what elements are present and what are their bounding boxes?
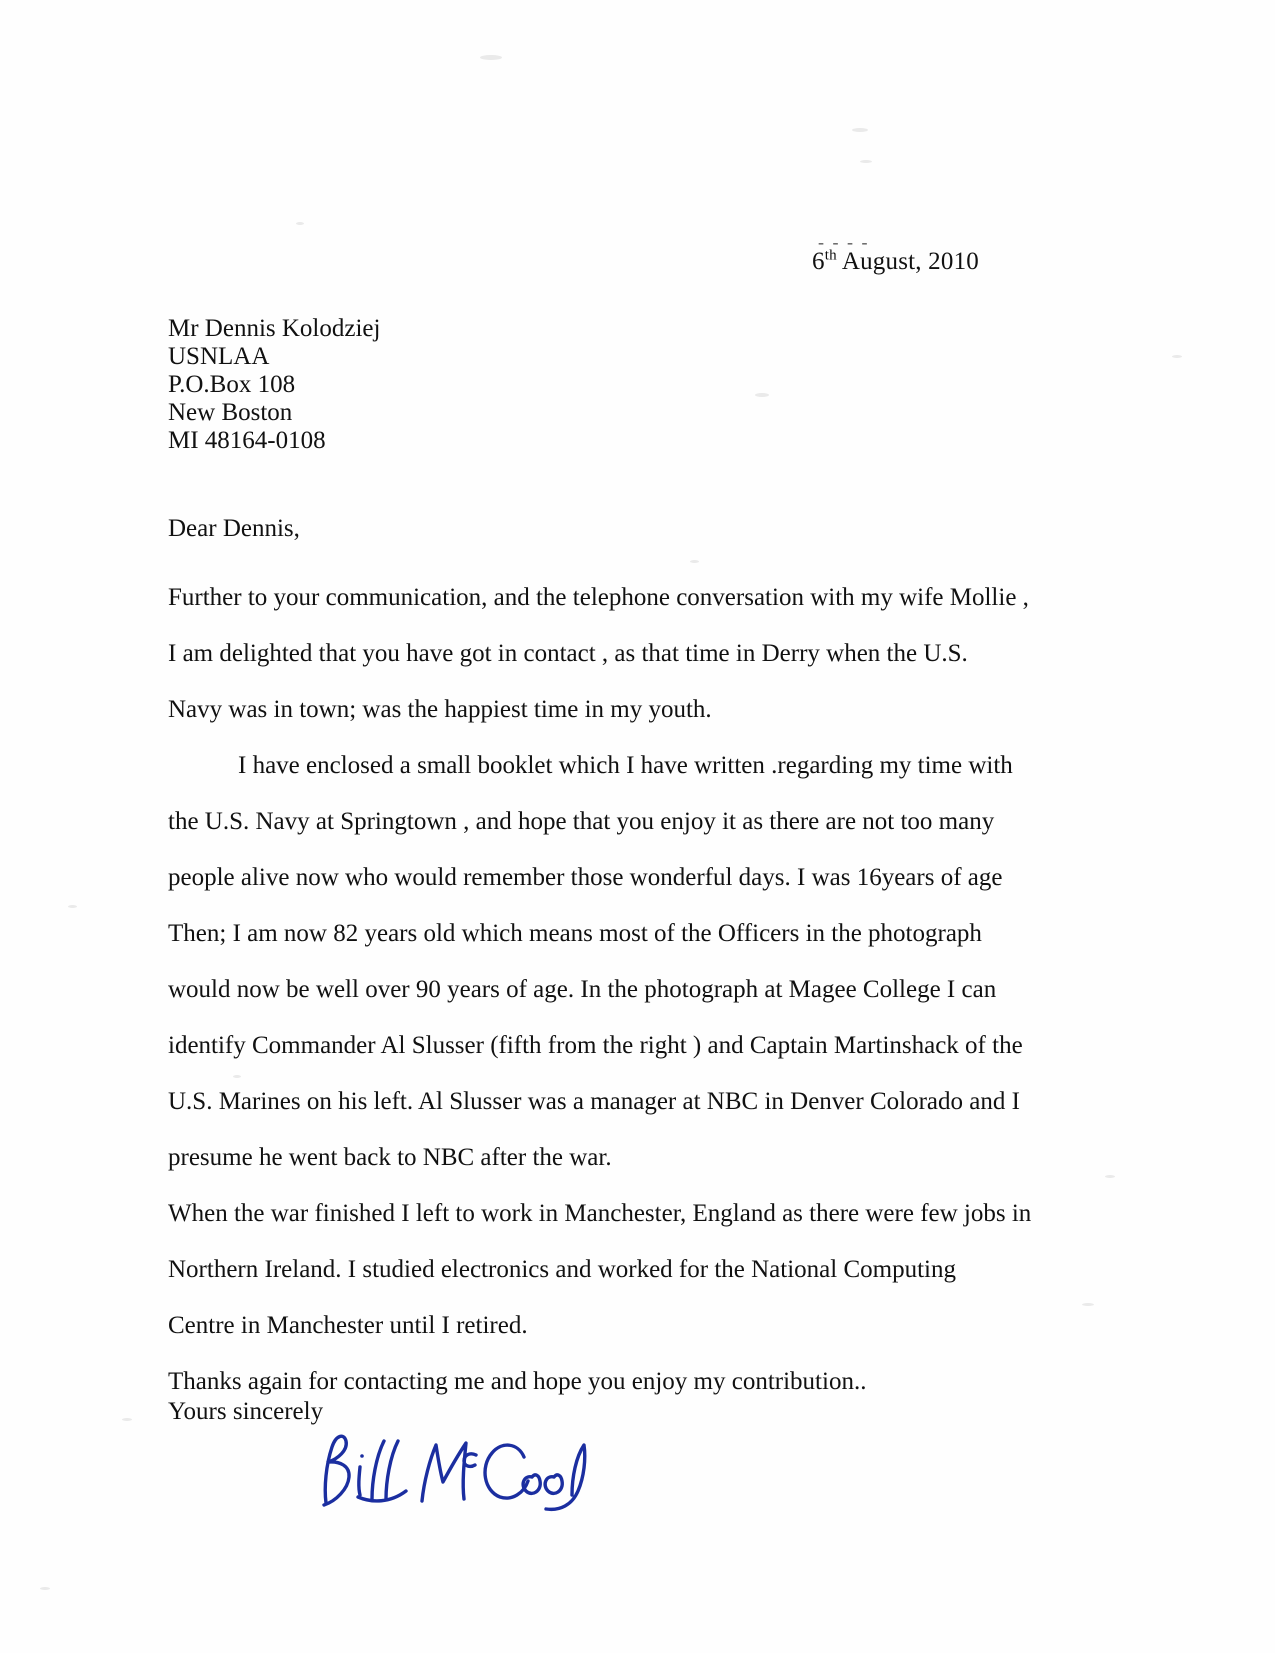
address-line: New Boston [168, 399, 293, 426]
date-day: 6 [812, 248, 825, 275]
body-line: I am delighted that you have got in contact , as that time in Derry when the U.S. [168, 640, 968, 667]
body-line: When the war finished I left to work in Manchester, England as there were few jobs in [168, 1200, 1032, 1227]
scan-speck [480, 55, 502, 60]
scan-speck [852, 128, 868, 132]
body-line: Thanks again for contacting me and hope you enjoy my contribution.. [168, 1368, 867, 1395]
address-line: P.O.Box 108 [168, 371, 296, 398]
date-rest: August, 2010 [836, 248, 979, 275]
date-ordinal: th [824, 247, 837, 264]
scan-speck [296, 222, 304, 225]
body-line: Then; I am now 82 years old which means most of the Officers in the photograph [168, 920, 982, 947]
body-line: Northern Ireland. I studied electronics and worked for the National Computing [168, 1256, 956, 1283]
scan-speck [1172, 355, 1182, 358]
body-line: Navy was in town; was the happiest time in my youth. [168, 696, 712, 723]
letter-body [168, 570, 1032, 1410]
scan-speck [690, 560, 699, 563]
body-line: would now be well over 90 years of age. In the photograph at Magee College I can [168, 976, 997, 1003]
recipient-address [168, 315, 380, 455]
body-line: identify Commander Al Slusser (fifth from the right ) and Captain Martinshack of the [168, 1032, 1023, 1059]
salutation: Dear Dennis, [168, 515, 300, 542]
body-line: Centre in Manchester until I retired. [168, 1312, 528, 1339]
scan-speck [1105, 1175, 1115, 1178]
scan-speck [68, 905, 77, 908]
scan-speck [1082, 1303, 1094, 1306]
address-line: USNLAA [168, 343, 270, 370]
scan-speck [755, 393, 769, 397]
letter-date [812, 248, 979, 276]
date-dashes: - - - - [818, 232, 870, 252]
body-line: the U.S. Navy at Springtown , and hope that you enjoy it as there are not too many [168, 808, 995, 835]
closing: Yours sincerely [168, 1398, 324, 1425]
body-line: Further to your communication, and the telephone conversation with my wife Mollie , [168, 584, 1029, 611]
body-line: presume he went back to NBC after the war. [168, 1144, 612, 1171]
body-line: I have enclosed a small booklet which I have written .regarding my time with [238, 752, 1013, 779]
scan-speck [40, 1587, 50, 1590]
scan-speck [122, 1418, 132, 1421]
body-line: U.S. Marines on his left. Al Slusser was a manager at NBC in Denver Colorado and I [168, 1088, 1020, 1115]
scan-speck [860, 160, 872, 163]
address-line: Mr Dennis Kolodziej [168, 315, 381, 342]
signature [310, 1425, 600, 1520]
body-line: people alive now who would remember those wonderful days. I was 16years of age [168, 864, 1003, 891]
address-line: MI 48164-0108 [168, 427, 326, 454]
